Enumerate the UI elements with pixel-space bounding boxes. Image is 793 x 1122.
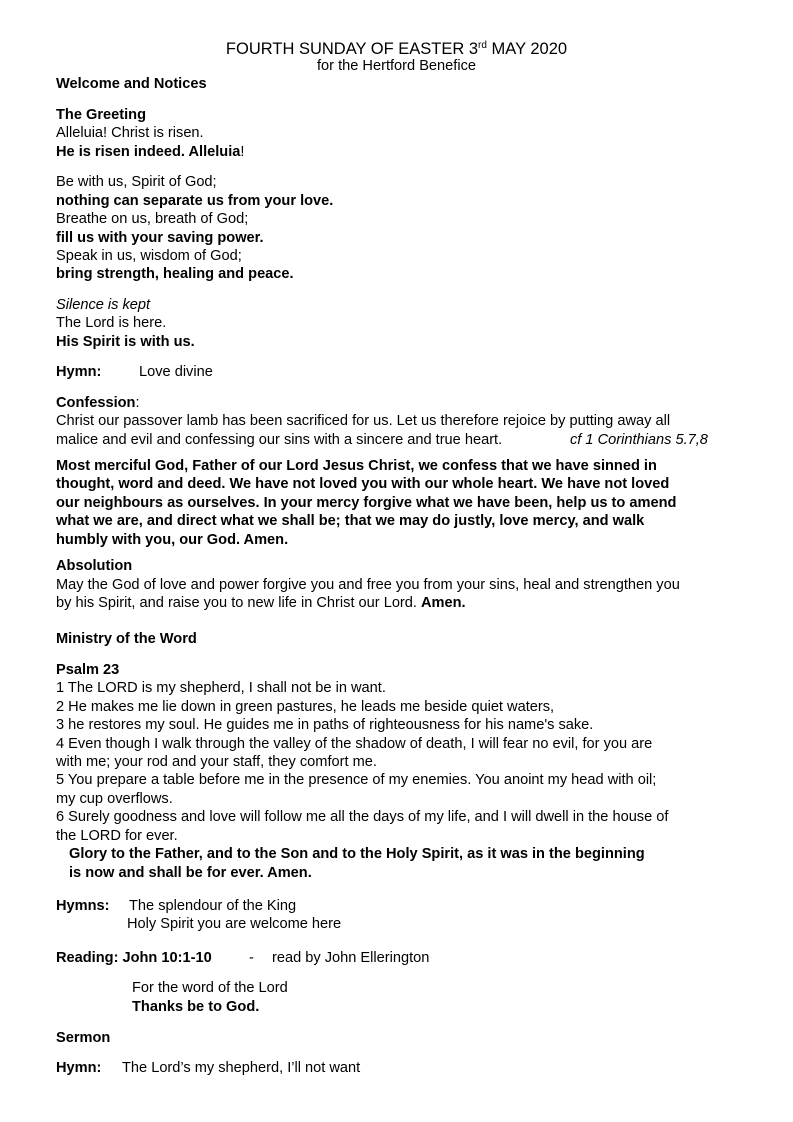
hymn-label: Hymn: [56, 1060, 102, 1076]
hymns-label: Hymns: [56, 898, 110, 914]
title-superscript: rd [478, 40, 487, 51]
title-text: FOURTH SUNDAY OF EASTER 3 [225, 40, 479, 58]
reading-versicle: For the word of the Lord [132, 980, 288, 996]
invocation-line: Speak in us, wisdom of God; [56, 248, 242, 264]
hymn-title: Holy Spirit you are welcome here [127, 916, 342, 932]
confession-prayer-line: Most merciful God, Father of our Lord Jesus Christ, we confess that we have sinned in [56, 458, 657, 474]
reading-reader: read by John Ellerington [272, 950, 430, 966]
invocation-response: fill us with your saving power. [56, 230, 264, 246]
rubric-silence: Silence is kept [56, 297, 151, 313]
scripture-reference: cf 1 Corinthians 5.7,8 [570, 432, 708, 448]
greeting-response-tail: ! [240, 144, 245, 160]
greeting-line: Alleluia! Christ is risen. [56, 125, 204, 141]
sermon-heading: Sermon [56, 1030, 111, 1046]
reading-response: Thanks be to God. [132, 999, 260, 1015]
confession-heading-colon: : [135, 395, 140, 411]
lord-here-line: The Lord is here. [56, 315, 167, 331]
welcome-heading: Welcome and Notices [56, 76, 207, 92]
greeting-response [56, 143, 244, 161]
psalm-verse: the LORD for ever. [56, 828, 178, 844]
psalm-verse: 1 The LORD is my shepherd, I shall not be in want. [56, 680, 386, 696]
greeting-response-bold: He is risen indeed. Alleluia [56, 144, 241, 160]
reading-dash: - [249, 950, 254, 966]
invocation-response: nothing can separate us from your love. [56, 193, 334, 209]
confession-prayer-line: humbly with you, our God. Amen. [56, 532, 289, 548]
ministry-heading: Ministry of the Word [56, 631, 197, 647]
confession-intro: Christ our passover lamb has been sacrificed for us. Let us therefore rejoice by putting away all [56, 413, 671, 429]
page-title [0, 36, 793, 59]
psalm-heading: Psalm 23 [56, 662, 120, 678]
spirit-response: His Spirit is with us. [56, 334, 195, 350]
psalm-verse: 3 he restores my soul. He guides me in paths of righteousness for his name's sake. [56, 717, 594, 733]
absolution-amen: Amen. [421, 595, 466, 611]
psalm-verse: with me; your rod and your staff, they comfort me. [56, 754, 377, 770]
confession-heading-text: Confession [56, 395, 136, 411]
greeting-heading: The Greeting [56, 107, 147, 123]
psalm-verse: 4 Even though I walk through the valley of the shadow of death, I will fear no evil, for you are [56, 736, 653, 752]
confession-prayer-line: our neighbours as ourselves. In your mercy forgive what we have been, help us to amend [56, 495, 677, 511]
psalm-verse: 2 He makes me lie down in green pastures, he leads me beside quiet waters, [56, 699, 555, 715]
confession-prayer-line: what we are, and direct what we shall be; that we may do justly, love mercy, and walk [56, 513, 645, 529]
hymn-title: The Lord’s my shepherd, I’ll not want [122, 1060, 361, 1076]
invocation-line: Breathe on us, breath of God; [56, 211, 249, 227]
reading-label: Reading: John 10:1-10 [56, 950, 212, 966]
confession-intro: malice and evil and confessing our sins with a sincere and true heart. [56, 432, 503, 448]
gloria-line: Glory to the Father, and to the Son and to the Holy Spirit, as it was in the beginning [69, 846, 645, 862]
invocation-response: bring strength, healing and peace. [56, 266, 294, 282]
psalm-verse: my cup overflows. [56, 791, 173, 807]
absolution-heading: Absolution [56, 558, 133, 574]
hymn-title: Love divine [139, 364, 213, 380]
invocation-line: Be with us, Spirit of God; [56, 174, 217, 190]
absolution-line: May the God of love and power forgive you and free you from your sins, heal and strengthen you [56, 577, 680, 593]
gloria-line: is now and shall be for ever. Amen. [69, 865, 312, 881]
hymn-title: The splendour of the King [129, 898, 297, 914]
page-subtitle: for the Hertford Benefice [317, 58, 476, 74]
psalm-verse: 5 You prepare a table before me in the presence of my enemies. You anoint my head with oil; [56, 772, 657, 788]
confession-heading [56, 394, 140, 412]
absolution-line [56, 594, 466, 612]
title-tail: MAY 2020 [486, 40, 568, 58]
absolution-line-text: by his Spirit, and raise you to new life in Christ our Lord. [56, 595, 422, 611]
hymn-label: Hymn: [56, 364, 102, 380]
psalm-verse: 6 Surely goodness and love will follow me all the days of my life, and I will dwell in the house of [56, 809, 669, 825]
confession-prayer-line: thought, word and deed. We have not loved you with our whole heart. We have not loved [56, 476, 670, 492]
